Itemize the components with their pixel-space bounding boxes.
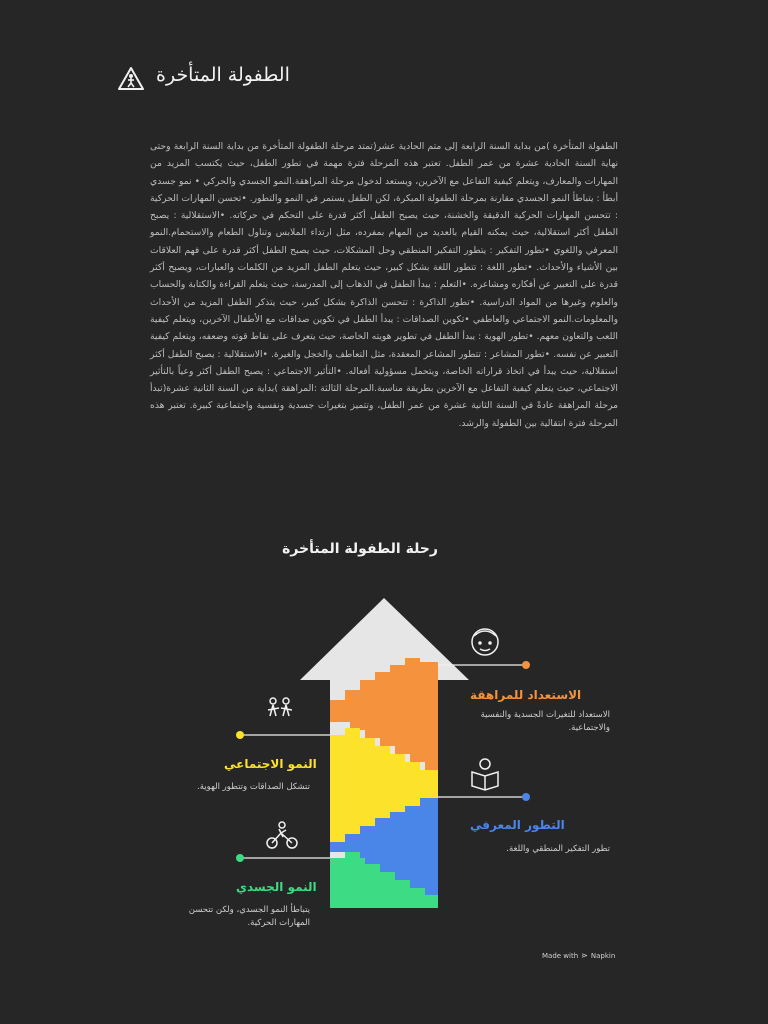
stage-title-physical: النمو الجسدي <box>236 880 317 894</box>
connector-dot-cognitive <box>522 793 530 801</box>
napkin-brand: Napkin <box>590 951 616 960</box>
body-paragraph: الطفولة المتأخرة )من بداية السنة الرابعة إلى متم الحادية عشر(تمتد مرحلة الطفولة المتأخرة من بداية السنة الرابعة وحتى نهاية السنة الحادية عشرة من عمر الطفل. تعتبر هذه المرحلة فترة مهمة في تطور الطفل، حيث يكتسب المزيد من المهارات والمعارف، ويتعلم كيفية التفاعل مع الآخرين، ويستعد لدخول مرحلة المراهقة.النمو الجسدي والحركي • نمو جسدي أبطأ : يتباطأ النمو الجسدي مقارنة بمرحلة الطفولة المبكرة، لكن الطفل يستمر في النمو والتطور. •تحسن المهارات الحركية : تتحسن المهارات الحركية الدقيقة والخشنة، حيث يصبح الطفل أكثر قدرة على التحكم في حركاته. •الاستقلالية : يصبح الطفل أكثر استقلالية، حيث يمكنه القيام بالعديد من المهام بمفرده، مثل ارتداء الملابس وتناول الطعام والاستحمام.النمو المعرفي واللغوي •تطور التفكير : يتطور التفكير المنطقي وحل المشكلات، حيث يصبح الطفل أكثر قدرة على فهم العلاقات بين الأشياء والأحداث. •تطور اللغة : تتطور اللغة بشكل كبير، حيث يتعلم الطفل المزيد من الكلمات والعبارات، ويصبح أكثر قدرة على التعبير عن أفكاره ومشاعره. •التعلم : يبدأ الطفل في الذهاب إلى المدرسة، حيث يتعلم القراءة والكتابة والحساب والعلوم وغيرها من المواد الدراسية. •تطور الذاكرة : تتحسن الذاكرة بشكل كبير، حيث يتذكر الطفل المزيد من الأحداث والمعلومات.النمو الاجتماعي والعاطفي •تكوين الصداقات : يبدأ الطفل في تكوين صداقات مع الأطفال الآخرين، ويتعلم كيفية اللعب والتعاون معهم. •تطور الهوية : يبدأ الطفل في تطوير هويته الخاصة، حيث يتعرف على نقاط قوته وضعفه، ويتعلم كيفية التعبير عن نفسه. •تطور المشاعر : تتطور المشاعر المعقدة، مثل التعاطف والخجل والغيرة. •الاستقلالية : يصبح الطفل أكثر استقلالية، حيث يبدأ في اتخاذ قراراته الخاصة، ويتحمل مسؤولية أفعاله. •التأثير الاجتماعي : يصبح الطفل أكثر وعياً بالتأثير الاجتماعي، حيث يتعلم كيفية التفاعل مع الآخرين بطريقة مناسبة.المرحلة الثالثة :المراهقة )بداية من السنة الثانية عشرة(تبدأ مرحلة المراهقة عادةً في السنة الثانية عشرة من عمر الطفل، وتتميز بتغيرات جسدية ونفسية واجتماعية كبيرة. تعتبر هذه المرحلة فترة انتقالية بين الطفولة والرشد. <box>150 141 618 429</box>
stage-desc-cognitive: تطور التفكير المنطقي واللغة. <box>506 844 610 854</box>
friends-icon <box>268 698 292 716</box>
stage-desc-adolescence: الاستعداد للتغيرات الجسدية والنفسية والاجتماعية. <box>480 710 610 733</box>
stage-desc-physical: يتباطأ النمو الجسدي، ولكن تتحسن المهارات الحركية. <box>188 905 310 928</box>
connector-dot-social <box>236 731 244 739</box>
made-with-label: Made with <box>542 951 579 960</box>
connector-dot-adolescence <box>522 661 530 669</box>
stage-title-adolescence: الاستعداد للمراهقة <box>470 688 582 702</box>
stage-title-cognitive: التطور المعرفي <box>470 818 565 832</box>
bicycle-rider-icon <box>267 822 297 848</box>
reading-child-icon <box>472 759 498 790</box>
stage-desc-social: تتشكل الصداقات وتتطور الهوية. <box>197 782 310 792</box>
page-title: الطفولة المتأخرة <box>156 64 290 86</box>
diagram-title: رحلة الطفولة المتأخرة <box>282 541 438 557</box>
teen-face-icon <box>472 629 498 655</box>
connector-dot-physical <box>236 854 244 862</box>
made-with-napkin[interactable] <box>542 951 615 960</box>
arrow-head <box>300 598 469 680</box>
stage-title-social: النمو الاجتماعي <box>224 757 317 771</box>
napkin-logo-icon: ⋗ <box>581 951 588 960</box>
